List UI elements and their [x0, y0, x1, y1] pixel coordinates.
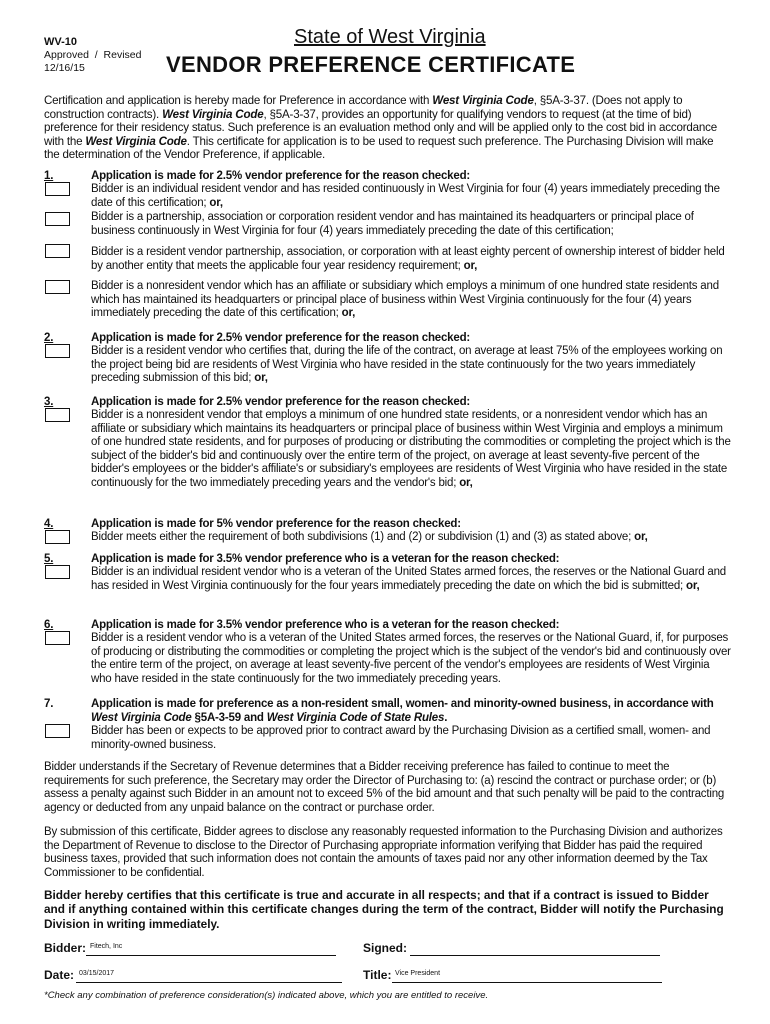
option-text: Bidder meets either the requirement of both subdivisions (1) and (2) or subdivision (1) and (3) as stated above;: [91, 531, 632, 543]
date-value: 03/15/2017: [79, 970, 115, 977]
option-6: [91, 632, 731, 686]
section-number: 3.: [44, 396, 54, 408]
section-heading: [91, 698, 731, 725]
revised-date: 12/16/15: [44, 62, 85, 74]
option-text: Bidder is an individual resident vendor who is a veteran of the United States armed forces, the reserves or the National Guard and has resided in West Virginia continuously for the four years immediately preceding the date on which the bid is submitted;: [91, 566, 726, 592]
intro-text-2: , §5A-3-37. (Does not apply to construction contracts).: [44, 94, 683, 121]
form-code: WV-10: [44, 36, 78, 48]
section-7: [44, 698, 732, 754]
intro-text-1: Certification and application is hereby made for Preference in accordance with: [44, 94, 433, 107]
intro-paragraph: [44, 94, 730, 162]
intro-code-ref-2: West Virginia Code: [162, 107, 264, 121]
or-label: or,: [254, 372, 268, 385]
checkbox-4[interactable]: [45, 530, 70, 544]
or-label: or,: [463, 259, 478, 272]
section-number: 7.: [44, 698, 54, 710]
form-identifier: [44, 36, 141, 75]
checkbox-1-b[interactable]: [45, 212, 70, 226]
option-2: [91, 345, 731, 386]
checkbox-1-a[interactable]: [45, 182, 70, 196]
option-5: [91, 566, 731, 593]
page-title: VENDOR PREFERENCE CERTIFICATE: [166, 52, 576, 77]
checkbox-3[interactable]: [45, 408, 70, 422]
option-1-b: [91, 211, 731, 238]
option-1-a: [91, 183, 731, 210]
section-heading: Application is made for 3.5% vendor preference who is a veteran for the reason checked:: [91, 553, 560, 565]
option-7: [91, 725, 731, 752]
or-label: or,: [686, 579, 700, 592]
checkbox-5[interactable]: [45, 565, 70, 579]
title-label: Title:: [363, 968, 392, 982]
heading-text: §5A-3-59 and: [191, 711, 267, 724]
section-number: 4.: [44, 518, 54, 530]
section-number: 2.: [44, 332, 54, 344]
section-heading: Application is made for 2.5% vendor preference for the reason checked:: [91, 170, 471, 182]
code-ref: West Virginia Code of State Rules: [266, 711, 445, 724]
checkbox-6[interactable]: [45, 631, 70, 645]
bidder-label: Bidder:: [44, 941, 86, 955]
title-value: Vice President: [395, 970, 441, 977]
section-number: 5.: [44, 553, 54, 565]
checkbox-7[interactable]: [45, 724, 70, 738]
section-6: [44, 619, 732, 695]
heading-text: .: [444, 711, 448, 724]
date-field[interactable]: [76, 968, 342, 983]
option-text: Bidder is a resident vendor who certifies that, during the life of the contract, on average at least 75% of the employees working on the project being bid are residents of West Virginia who have resided in the state continuously for the two years immediately preceding submission of this bid;: [91, 345, 723, 385]
checkbox-2[interactable]: [45, 344, 70, 358]
or-label: or,: [341, 307, 356, 320]
option-text: Bidder is a partnership, association or corporation resident vendor and has maintained its headquarters or principal place of business continuously in West Virginia for four (4) years immediately preceding the date of this certification;: [91, 211, 694, 237]
section-4: [44, 518, 732, 550]
section-heading: Application is made for 2.5% vendor preference for the reason checked:: [91, 332, 471, 344]
intro-code-ref-1: West Virginia Code: [432, 94, 534, 107]
intro-text-3: , §5A-3-37, provides an opportunity for qualifying vendors to request (at the time of bid) preference for their residency status. Such preference is an evaluation method only and will be applied only to the cost bid in accordance with the: [44, 107, 717, 148]
or-label: or,: [209, 196, 223, 209]
revenue-paragraph: Bidder understands if the Secretary of Revenue determines that a Bidder receiving preference has failed to continue to meet the requirements for such preference, the Secretary may order the Director of Purchasing to: (a) rescind the contract or purchase order; or (b) assess a penalty against such Bidder in an amount not to exceed 5% of the bid amount and that such penalty will be paid to the contracting agency or deducted from any unpaid balance on the contract or purchase order.: [44, 761, 725, 814]
option-text: Bidder is a nonresident vendor which has an affiliate or subsidiary which employs a minimum of one hundred state residents and which has maintained its headquarters or principal place of business within West Virginia continuously for the four (4) years immediately preceding the date of this certification;: [91, 280, 719, 320]
footnote: *Check any combination of preference consideration(s) indicated above, which you are entitled to receive.: [44, 990, 489, 1001]
option-1-c: [91, 246, 731, 273]
or-label: or,: [459, 476, 473, 489]
signed-label: Signed:: [363, 941, 407, 955]
option-text: Bidder is a resident vendor partnership, association, or corporation with at least eighty percent of ownership interest of bidder held by another entity that meets the applicable four year residency requirement;: [91, 246, 725, 272]
option-text: Bidder is a resident vendor who is a veteran of the United States armed forces, the reserves or the National Guard, if, for purposes of producing or distributing the commodities or completing the project which is the subject of the vendor's bid and continuously over the entire term of the project, on average at least seventy-five percent of the vendor's employees are residents of West Virginia who have resided in the state continuously for the two immediately preceding years.: [91, 632, 731, 685]
checkbox-1-c[interactable]: [45, 244, 70, 258]
code-ref: West Virginia Code: [91, 711, 192, 724]
section-number: 1.: [44, 170, 54, 182]
disclosure-paragraph: By submission of this certificate, Bidder agrees to disclose any reasonably requested information to the Purchasing Division and authorizes the Department of Revenue to disclose to the Director of Purchasing appropriate information verifying that Bidder has paid the required business taxes, provided that such information does not contain the amounts of taxes paid nor any other information deemed by the Tax Commissioner to be confidential.: [44, 826, 723, 879]
option-text: Bidder has been or expects to be approved prior to contract award by the Purchasing Division as a certified small, women- and minority-owned business.: [91, 725, 711, 751]
section-heading: Application is made for 3.5% vendor preference who is a veteran for the reason checked:: [91, 619, 560, 631]
certification-statement: Bidder hereby certifies that this certificate is true and accurate in all respects; and that if a contract is issued to Bidder and if anything contained within this certificate changes during the term of the contract, Bidder will notify the Purchasing Division in writing immediately.: [44, 888, 724, 931]
signed-field[interactable]: [410, 941, 660, 956]
section-2: [44, 332, 732, 392]
option-text: Bidder is a nonresident vendor that employs a minimum of one hundred state residents, or a nonresident vendor which has an affiliate or subsidiary which maintains its headquarters or principal place of business within West Virginia and employs a minimum of one hundred state residents, and for purposes of producing or distributing the commodities or completing the project which is the subject of the bidder's bid and continuously over the entire term of the project, on average at least seventy-five percent of the bidder's employees or the bidder's affiliate's or subsidiary's employees are residents of West Virginia who have resided in the state continuously for the two immediately preceding years and the vendor's bid;: [91, 409, 731, 489]
option-4: [91, 531, 731, 545]
section-1: [44, 170, 732, 330]
checkbox-1-d[interactable]: [45, 280, 70, 294]
approved-revised: Approved / Revised: [44, 49, 142, 61]
section-3: [44, 396, 732, 516]
section-heading: Application is made for 2.5% vendor preference for the reason checked:: [91, 396, 471, 408]
bidder-field[interactable]: [86, 941, 336, 956]
section-heading: Application is made for 5% vendor preference for the reason checked:: [91, 518, 461, 530]
section-number: 6.: [44, 619, 54, 631]
option-1-d: [91, 280, 731, 321]
option-text: Bidder is an individual resident vendor and has resided continuously in West Virginia for four (4) years immediately preceding the date of this certification;: [91, 183, 720, 209]
heading-text: Application is made for preference as a non-resident small, women- and minority-owned business, in accordance with: [91, 698, 714, 710]
bidder-value: Fitech, Inc: [90, 943, 123, 950]
date-label: Date:: [44, 968, 75, 982]
section-5: [44, 553, 732, 615]
option-3: [91, 409, 731, 491]
intro-code-ref-3: West Virginia Code: [85, 134, 187, 148]
state-title: State of West Virginia: [294, 26, 486, 48]
or-label: or,: [634, 531, 648, 543]
intro-text-4: . This certificate for application is to be used to request such preference. The Purchasing Division will make the determination of the Vendor Preference, if applicable.: [44, 134, 714, 162]
